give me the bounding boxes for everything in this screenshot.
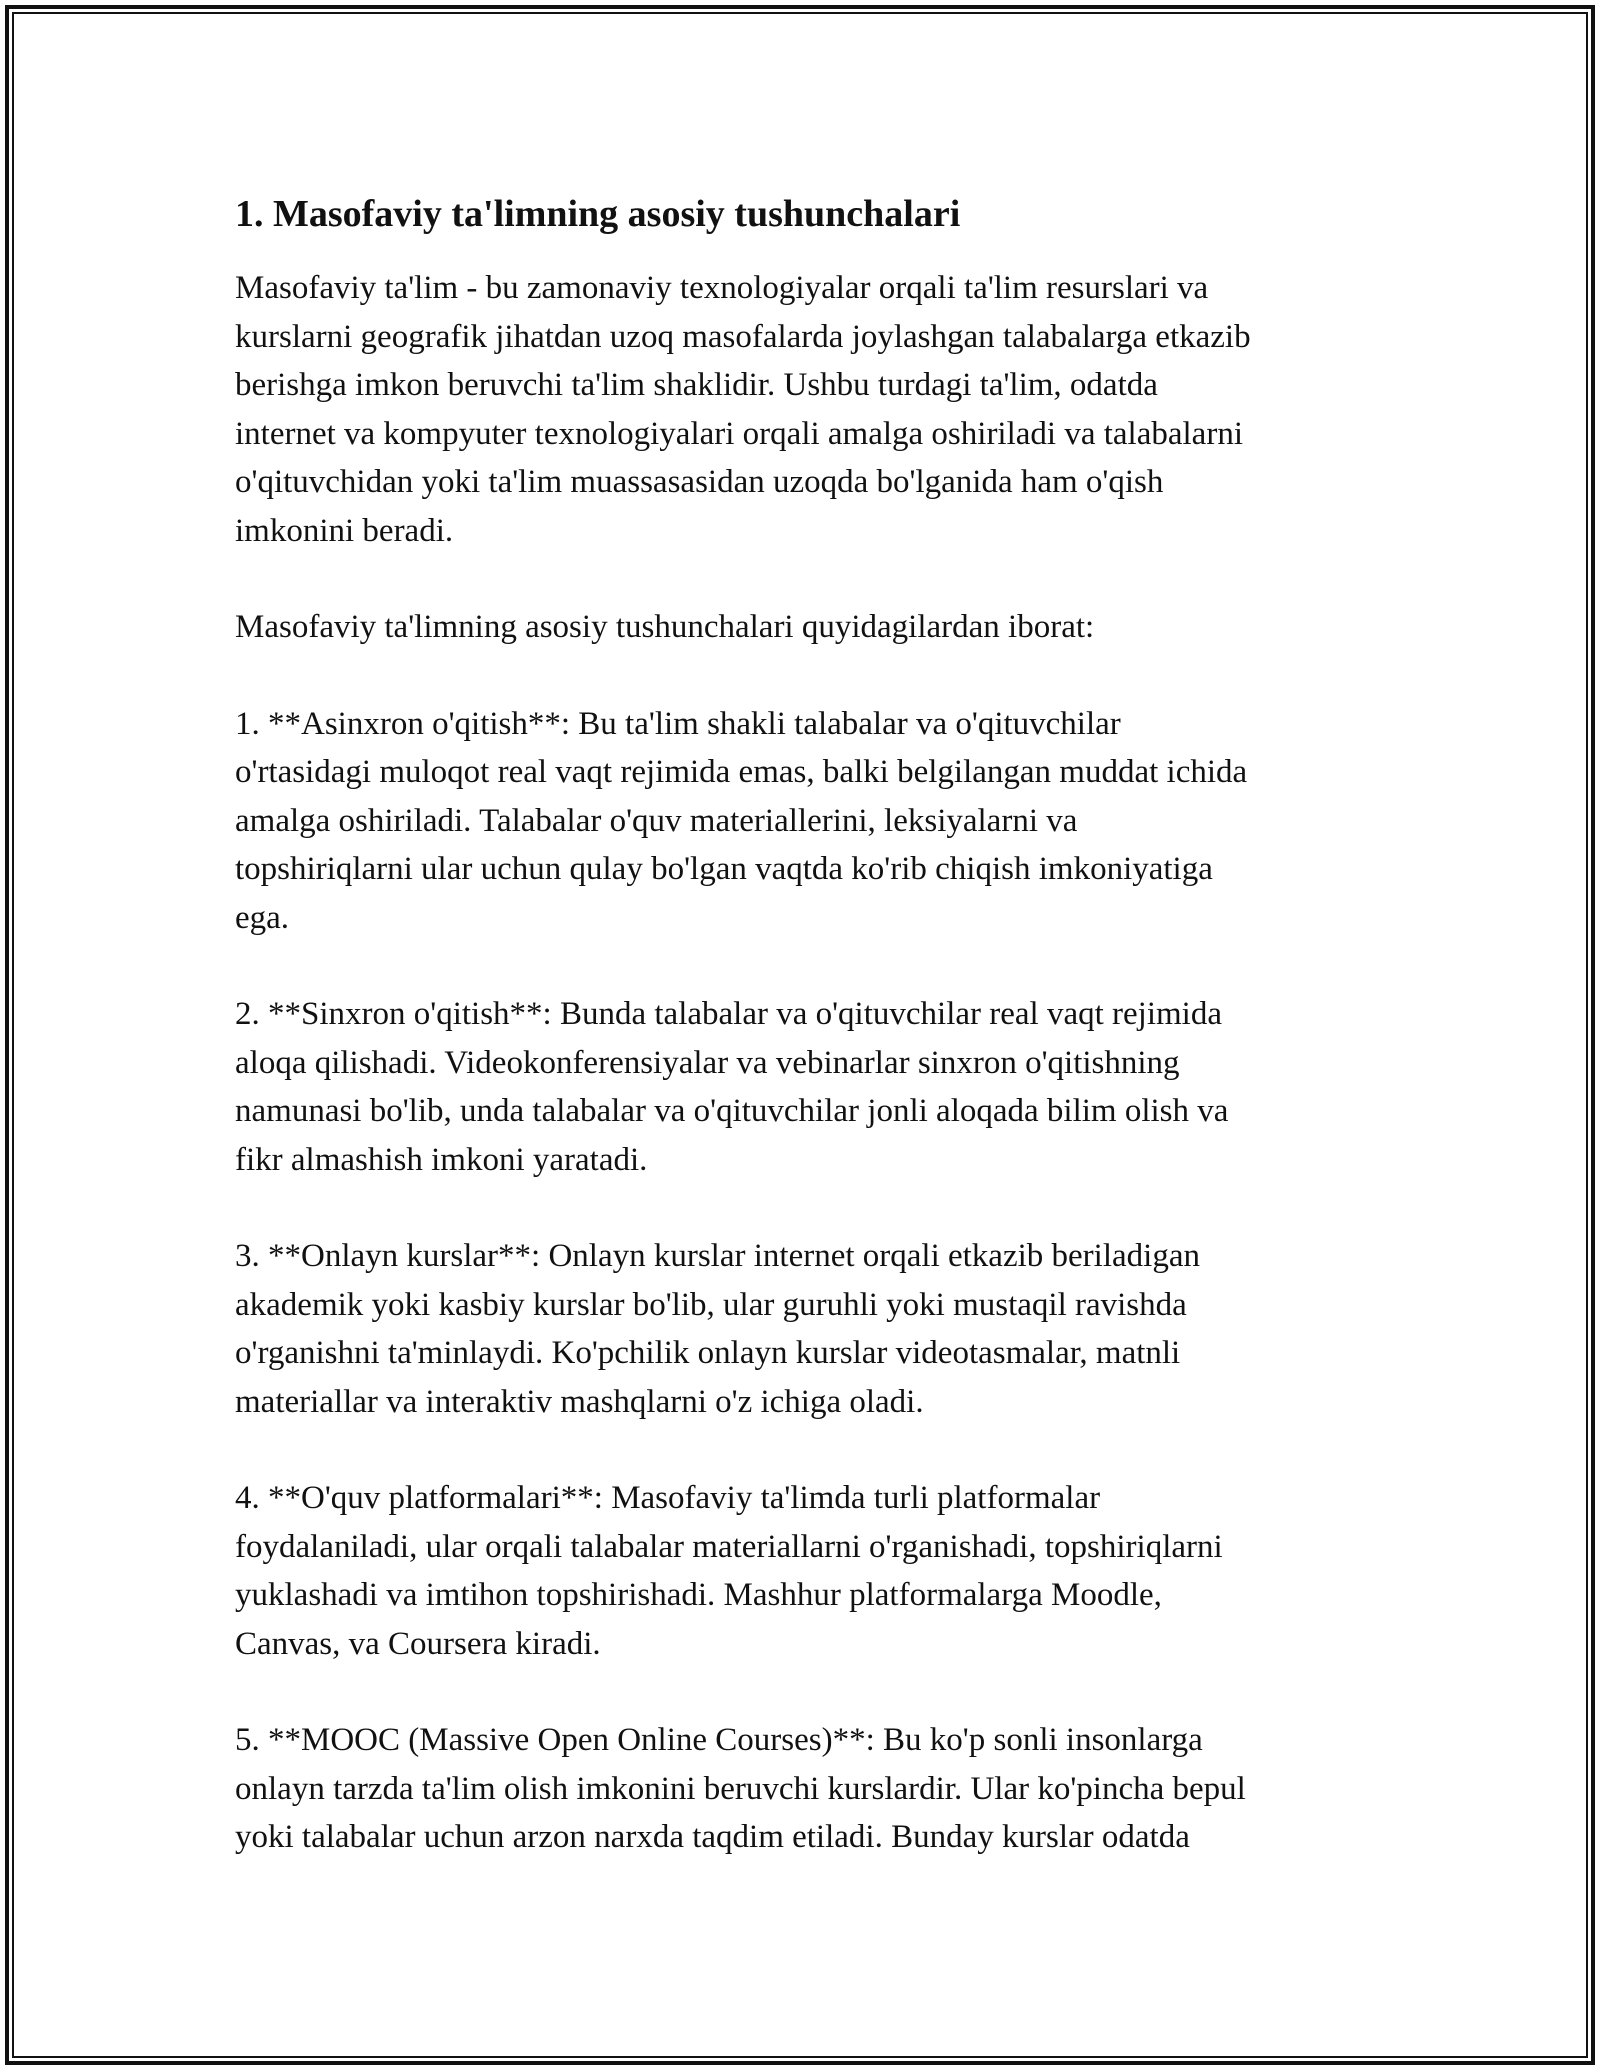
list-item-synchronous: 2. **Sinxron o'qitish**: Bunda talabalar va o'qituvchilar real vaqt rejimida aloqa qilishadi. Videokonferensiyalar va vebinarlar sinxron o'qitishning namunasi bo'lib, unda talabalar va o'qituvchilar jonli aloqada bilim olish va fikr almashish imkoni yaratadi. — [235, 996, 1229, 1178]
list-item-mooc: 5. **MOOC (Massive Open Online Courses)**: Bu ko'p sonli insonlarga onlayn tarzda ta'lim olish imkonini beruvchi kurslardir. Ular ko'pincha bepul yoki talabalar uchun arzon narxda taqdim etiladi. Bunday kurslar odatda — [235, 1722, 1246, 1855]
intro-paragraph: Masofaviy ta'lim - bu zamonaviy texnologiyalar orqali ta'lim resurslari va kurslarni geografik jihatdan uzoq masofalarda joylashgan talabalarga etkazib berishga imkon beruvchi ta'lim shaklidir. Ushbu turdagi ta'lim, odatda internet va kompyuter texnologiyalari orqali amalga oshiriladi va talabalarni o'qituvchidan yoki ta'lim muassasasidan uzoqda bo'lganida ham o'qish imkonini beradi. — [235, 270, 1251, 549]
list-item-asynchronous: 1. **Asinxron o'qitish**: Bu ta'lim shakli talabalar va o'qituvchilar o'rtasidagi muloqot real vaqt rejimida emas, balki belgilangan muddat ichida amalga oshiriladi. Talabalar o'quv materiallerini, leksiyalarni va topshiriqlarni ular uchun qulay bo'lgan vaqtda ko'rib chiqish imkoniyatiga ega. — [235, 705, 1248, 936]
concepts-intro-paragraph: Masofaviy ta'limning asosiy tushunchalari quyidagilardan iborat: — [235, 609, 1095, 645]
section-heading: 1. Masofaviy ta'limning asosiy tushunchalari — [235, 193, 961, 235]
list-item-platforms: 4. **O'quv platformalari**: Masofaviy ta'limda turli platformalar foydalaniladi, ular orqali talabalar materiallarni o'rganishadi, topshiriqlarni yuklashadi va imtihon topshirishadi. Mashhur platformalarga Moodle, Canvas, va Coursera kiradi. — [235, 1480, 1223, 1662]
document-body — [235, 190, 1385, 1910]
list-item-online-courses: 3. **Onlayn kurslar**: Onlayn kurslar internet orqali etkazib beriladigan akademik yoki kasbiy kurslar bo'lib, ular guruhli yoki mustaqil ravishda o'rganishni ta'minlaydi. Ko'pchilik onlayn kurslar videotasmalar, matnli materiallar va interaktiv mashqlarni o'z ichiga oladi. — [235, 1238, 1200, 1420]
